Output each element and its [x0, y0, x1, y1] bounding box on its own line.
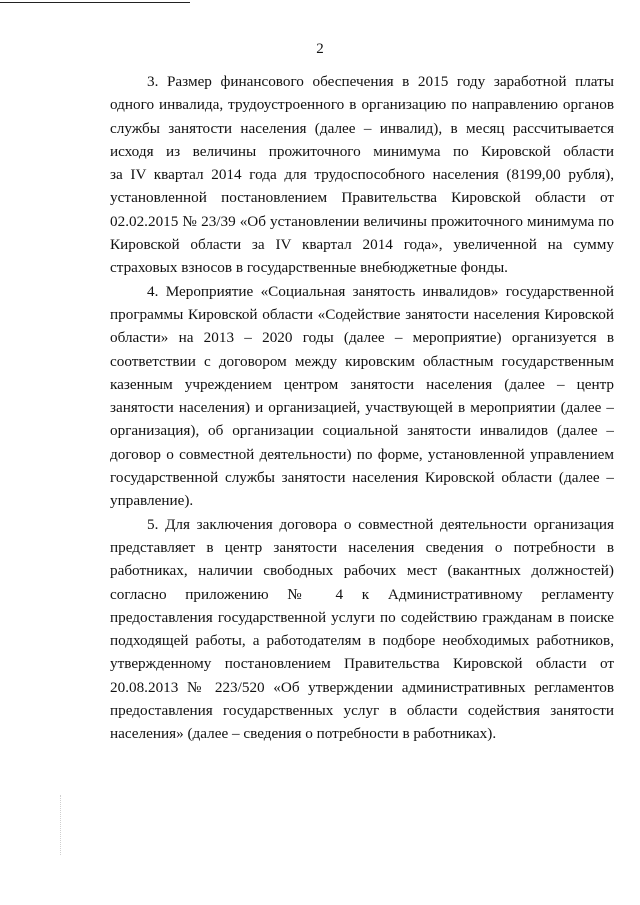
text-line: установленной постановлением Правительства Кировской области от — [110, 189, 614, 207]
paragraph-p4 — [110, 280, 614, 513]
text-line: договор о совместной деятельности) по форме, установленной управлением — [110, 445, 614, 463]
text-line: службы занятости населения (далее – инвалид), в месяц рассчитывается — [110, 119, 614, 137]
text-line: 20.08.2013 № 223/520 «Об утверждении административных регламентов — [110, 678, 614, 696]
top-rule — [0, 2, 190, 3]
text-line: управление). — [110, 492, 194, 510]
text-line: населения» (далее – сведения о потребности в работниках). — [110, 725, 497, 743]
text-line: за IV квартал 2014 года для трудоспособного населения (8199,00 рубля), — [110, 166, 614, 184]
text-line: согласно приложению № 4 к Административному регламенту — [110, 585, 614, 603]
paragraph-p3 — [110, 70, 614, 280]
text-line: Кировской области за IV квартал 2014 года», увеличенной на сумму — [110, 236, 614, 254]
text-line: 3. Размер финансового обеспечения в 2015 году заработной платы — [147, 73, 614, 90]
text-line: казенным учреждением центром занятости населения (далее – центр — [110, 375, 614, 393]
text-line: 02.02.2015 № 23/39 «Об установлении величины прожиточного минимума по — [110, 212, 614, 230]
text-line: предоставления государственных услуг в области содействия занятости — [110, 702, 614, 720]
document-body — [110, 70, 614, 746]
text-line: государственной службы занятости населения Кировской области (далее – — [110, 469, 614, 487]
paragraph-p5 — [110, 513, 614, 746]
margin-mark — [60, 795, 62, 855]
text-line: исходя из величины прожиточного минимума по Кировской области — [110, 142, 614, 160]
text-line: организация), об организации социальной занятости инвалидов (далее – — [110, 422, 614, 440]
text-line: подходящей работы, а работодателям в подборе необходимых работников, — [110, 632, 614, 650]
page-number: 2 — [316, 41, 324, 57]
text-line: 5. Для заключения договора о совместной деятельности организация — [147, 515, 614, 533]
text-line: представляет в центр занятости населения сведения о потребности в — [110, 538, 614, 556]
text-line: 4. Мероприятие «Социальная занятость инвалидов» государственной — [147, 282, 614, 300]
text-line: соответствии с договором между кировским областным государственным — [110, 352, 614, 370]
text-line: работниках, наличии свободных рабочих мест (вакантных должностей) — [110, 562, 614, 580]
text-line: занятости населения) и организацией, участвующей в мероприятии (далее – — [110, 399, 614, 417]
text-line: программы Кировской области «Содействие занятости населения Кировской — [110, 305, 614, 323]
text-line: страховых взносов в государственные внебюджетные фонды. — [110, 259, 508, 277]
text-line: одного инвалида, трудоустроенного в организацию по направлению органов — [110, 96, 614, 114]
text-line: предоставления государственной услуги по содействию гражданам в поиске — [110, 608, 614, 626]
text-line: области» на 2013 – 2020 годы (далее – мероприятие) организуется в — [110, 329, 614, 347]
text-line: утвержденному постановлением Правительства Кировской области от — [110, 655, 614, 673]
